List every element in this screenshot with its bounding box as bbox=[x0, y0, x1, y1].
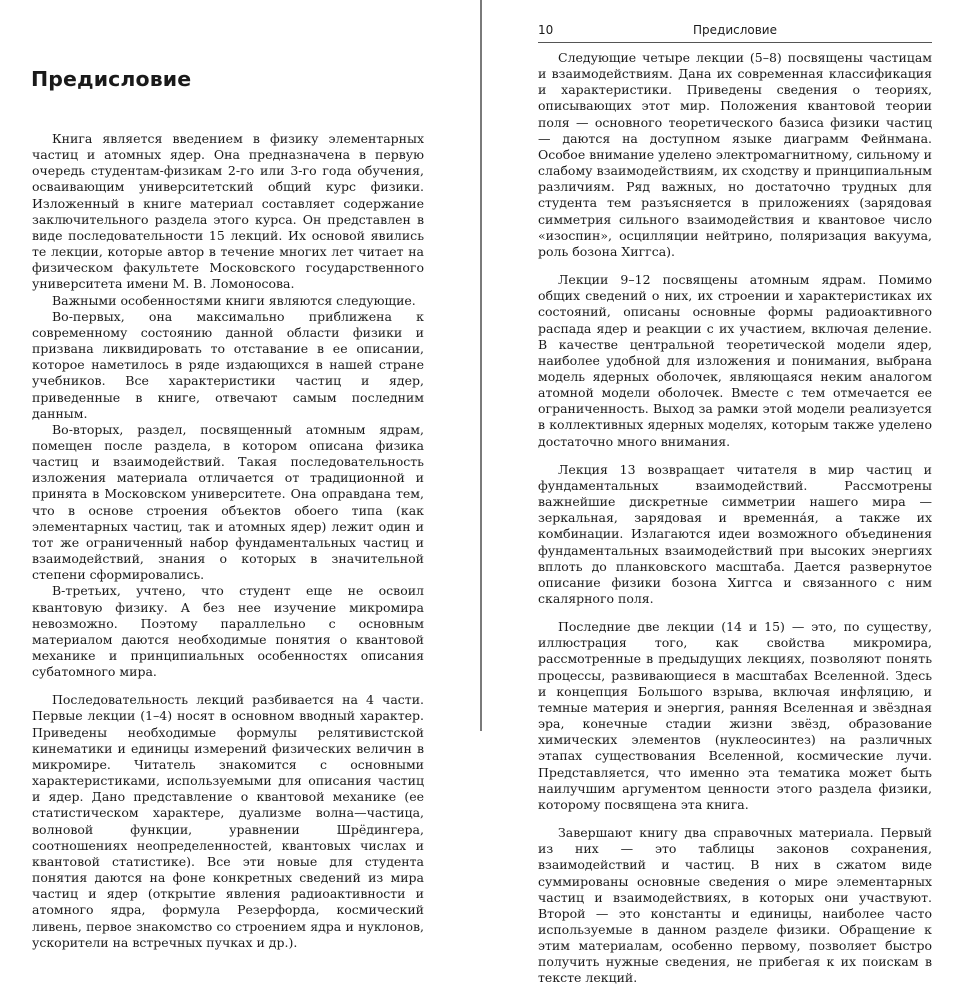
paragraph: Последние две лекции (14 и 15) — это, по существу, иллюстрация того, как свойства микромира, рассмотренные в предыдущих лекциях, позволяют понять процессы, развивающиеся в масштабах Вселенной. Здесь и концепция Большого взрыва, включая инфляцию, и темные материя и энергия, ранняя Вселенная и звёздная эра, конечные стадии жизни звёзд, образование химических элементов (нуклеосинтез) на различных этапах существования Вселенной, космические лучи. Представляется, что именно эта тематика может быть наилучшим аргументом ценности этого раздела физики, которому посвящена эта книга. bbox=[538, 619, 932, 812]
paragraph: Важными особенностями книги являются следующие. bbox=[52, 292, 416, 308]
right-page-body bbox=[538, 50, 932, 987]
paragraph: В-третьих, учтено, что студент еще не освоил квантовую физику. А без нее изучение микромира невозможно. Поэтому параллельно с основным материалом даются необходимые понятия о квантовой механике и принципиальных особенностях описания субатомного мира. bbox=[32, 583, 424, 680]
right-page bbox=[482, 0, 960, 986]
running-head bbox=[538, 20, 932, 43]
paragraph: Во-вторых, раздел, посвященный атомным ядрам, помещен после раздела, в котором описана физика частиц и взаимодействий. Такая последовательность изложения материала отличается от традиционной и принята в Московском университете. Она оправдана тем, что в основе строения объектов обоего типа (как элементарных частиц, так и атомных ядер) лежит один и тот же ограниченный набор фундаментальных частиц и взаимодействий, знания о которых в значительной степени сформировались. bbox=[32, 421, 424, 583]
paragraph: Книга является введением в физику элементарных частиц и атомных ядер. Она предназначена в первую очередь студентам-физикам 2-го или 3-го года обучения, осваивающим университетский общий курс физики. Изложенный в книге материал составляет содержание заключительного раздела этого курса. Он представлен в виде последовательности 15 лекций. Их основой явились те лекции, которые автор в течение многих лет читает на физическом факультете Московского государственного университета имени М. В. Ломоносова. bbox=[32, 131, 424, 292]
paragraph: Во-первых, она максимально приближена к современному состоянию данной области физики и призвана ликвидировать то отставание в ее описании, которое наметилось в ряде издающихся в нашей стране учебников. Все характеристики частиц и ядер, приведенные в книге, отвечают самым последним данным. bbox=[32, 308, 424, 421]
chapter-title: Предисловие bbox=[31, 67, 192, 91]
paragraph: Последовательность лекций разбивается на 4 части. Первые лекции (1–4) носят в основном вводный характер. Приведены необходимые формулы релятивистской кинематики и единицы измерений физических величин в микромире. Читатель знакомится с основными характеристиками, используемыми для описания частиц и ядер. Дано представление о квантовой механике (ее статистическом характере, дуализме волна—частица, волновой функции, уравнении Шрёдингера, соотношениях неопределенностей, квантовых числах и квантовой статистике). Все эти новые для студента понятия даются на фоне конкретных сведений из мира частиц и ядер (открытие явления радиоактивности и атомного ядра, формула Резерфорда, космический ливень, первое знакомство со строением ядра и нуклонов, ускорители на встречных пучках и др.). bbox=[32, 692, 424, 950]
left-page bbox=[0, 0, 481, 950]
page-number: 10 bbox=[538, 23, 554, 37]
paragraph: Лекция 13 возвращает читателя в мир частиц и фундаментальных взаимодействий. Рассмотрены важнейшие дискретные симметрии нашего мира — зеркальная, зарядовая и временна́я, а также их комбинации. Излагаются идеи возможного объединения фундаментальных взаимодействий при высоких энергиях вплоть до планковского масштаба. Дается развернутое описание физики бозона Хиггса и связанного с ним скалярного поля. bbox=[538, 461, 932, 606]
running-head-title: Предисловие bbox=[693, 23, 777, 37]
paragraph: Следующие четыре лекции (5–8) посвящены частицам и взаимодействиям. Дана их современная классификация и характеристики. Приведены сведения о теориях, описывающих этот мир. Положения квантовой теории поля — основного теоретического базиса физики частиц — даются на доступном языке диаграмм Фейнмана. Особое внимание уделено электромагнитному, сильному и слабому взаимодействиям, их сходству и принципиальным различиям. Ряд важных, но достаточно трудных для студента тем разъясняется в приложениях (зарядовая симметрия сильного взаимодействия и квантовое число «изоспин», осцилляции нейтрино, поляризация вакуума, роль бозона Хиггса). bbox=[538, 50, 932, 259]
paragraph: Завершают книгу два справочных материала. Первый из них — это таблицы законов сохранения, взаимодействий и частиц. В них в сжатом виде суммированы основные сведения о мире элементарных частиц и взаимодействиях, в которых они участвуют. Второй — это константы и единицы, наиболее часто используемые в данном разделе физики. Обращение к этим материалам, особенно первому, позволяет быстро получить нужные сведения, не прибегая к их поискам в тексте лекций. bbox=[538, 825, 932, 986]
paragraph: Лекции 9–12 посвящены атомным ядрам. Помимо общих сведений о них, их строении и характеристиках их состояний, описаны основные формы радиоактивного распада ядер и реакции с их участием, включая деление. В качестве центральной теоретической модели ядер, наиболее удобной для изложения и понимания, выбрана модель ядерных оболочек, являющаяся неким аналогом атомной модели оболочек. Вместе с тем отмечается ее ограниченность. Выход за рамки этой модели реализуется в коллективных ядерных моделях, которым также уделено достаточно много внимания. bbox=[538, 272, 932, 449]
left-page-body bbox=[32, 131, 424, 951]
